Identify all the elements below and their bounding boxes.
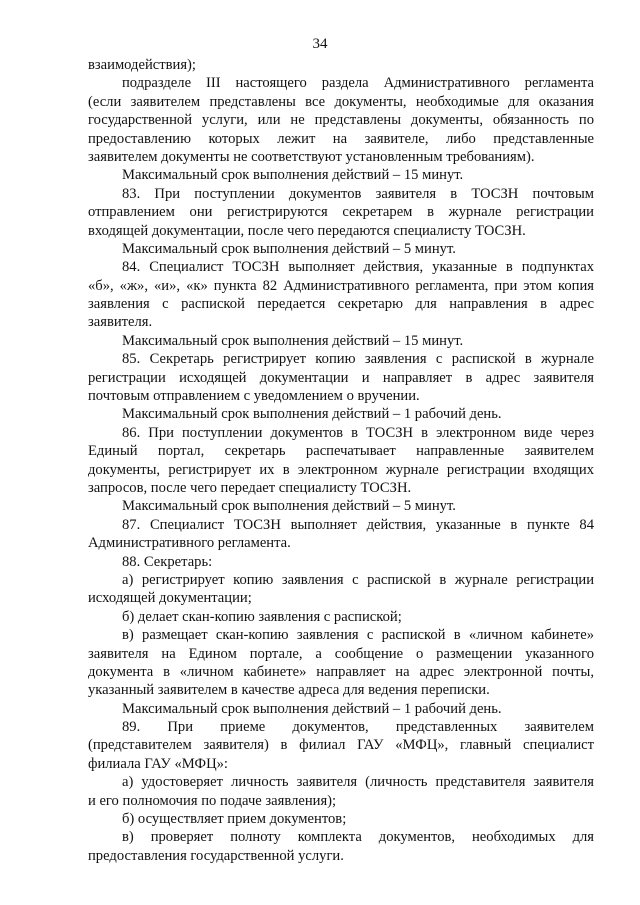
text-line: 84. Специалист ТОСЗН выполняет действия, указанные в подпунктах bbox=[122, 259, 594, 276]
text-line: отправлением они регистрируются секретарем в журнале регистрации bbox=[88, 204, 594, 221]
text-line: государственной услуги, или не представлены документы, обязанность по bbox=[88, 112, 594, 129]
text-line: заявителя на Едином портале, а сообщение о размещении указанного bbox=[88, 645, 594, 662]
text-line: 86. При поступлении документов в ТОСЗН в электронном виде через bbox=[122, 424, 594, 441]
text-line: 83. При поступлении документов заявителя в ТОСЗН почтовым bbox=[122, 185, 594, 202]
text-line: заявителем документы не соответствуют установленным требованиям). bbox=[88, 148, 535, 165]
text-line: 87. Специалист ТОСЗН выполняет действия, указанные в пункте 84 bbox=[122, 516, 594, 533]
document-body bbox=[88, 56, 594, 865]
text-line: заявления с распиской передается секретарю для направления в адрес bbox=[88, 296, 594, 313]
text-line: 88. Секретарь: bbox=[122, 553, 213, 570]
text-line: Административного регламента. bbox=[88, 535, 291, 552]
text-line: (если заявителем представлены все документы, необходимые для оказания bbox=[88, 93, 594, 110]
text-line: входящей документации, после чего передаются специалисту ТОСЗН. bbox=[88, 222, 526, 239]
text-line: Максимальный срок выполнения действий – 5 минут. bbox=[122, 498, 456, 515]
text-line: филиала ГАУ «МФЦ»: bbox=[88, 755, 228, 772]
text-line: подразделе III настоящего раздела Административного регламента bbox=[122, 75, 594, 92]
text-line: в) размещает скан-копию заявления с распиской в «личном кабинете» bbox=[122, 627, 594, 644]
text-line: Максимальный срок выполнения действий – 1 рабочий день. bbox=[122, 700, 502, 717]
text-line: 89. При приеме документов, представленных заявителем bbox=[122, 719, 594, 736]
text-line: документа в «личном кабинете» направляет на адрес электронной почты, bbox=[88, 663, 594, 680]
text-line: предоставлению которых лежит на заявителе, либо представленные bbox=[88, 130, 594, 147]
text-line: 85. Секретарь регистрирует копию заявления с распиской в журнале bbox=[122, 351, 594, 368]
text-line: заявителя. bbox=[88, 314, 153, 331]
text-line: в) проверяет полноту комплекта документов, необходимых для bbox=[122, 829, 594, 846]
text-line: б) делает скан-копию заявления с распиской; bbox=[122, 608, 402, 625]
text-line: почтовым отправлением с уведомлением о вручении. bbox=[88, 388, 420, 405]
text-line: а) регистрирует копию заявления с распиской в журнале регистрации bbox=[122, 571, 594, 588]
text-line: указанный заявителем в качестве адреса для ведения переписки. bbox=[88, 682, 490, 699]
text-line: предоставления государственной услуги. bbox=[88, 847, 344, 864]
text-line: Максимальный срок выполнения действий – 15 минут. bbox=[122, 332, 464, 349]
text-line: а) удостоверяет личность заявителя (личность представителя заявителя bbox=[122, 774, 594, 791]
text-line: Максимальный срок выполнения действий – 1 рабочий день. bbox=[122, 406, 502, 423]
text-line: и его полномочия по подаче заявления); bbox=[88, 792, 337, 809]
text-line: (представителем заявителя) в филиал ГАУ «МФЦ», главный специалист bbox=[88, 737, 594, 754]
text-line: Единый портал, секретарь распечатывает направленные заявителем bbox=[88, 443, 594, 460]
text-line: регистрации исходящей документации и направляет в адрес заявителя bbox=[88, 369, 594, 386]
text-line: Максимальный срок выполнения действий – 15 минут. bbox=[122, 167, 464, 184]
text-line: документы, регистрирует их в электронном журнале регистрации входящих bbox=[88, 461, 594, 478]
text-line: б) осуществляет прием документов; bbox=[122, 811, 347, 828]
text-line: исходящей документации; bbox=[88, 590, 252, 607]
text-line: взаимодействия); bbox=[88, 57, 196, 73]
page-number: 34 bbox=[312, 36, 328, 52]
text-line: Максимальный срок выполнения действий – 5 минут. bbox=[122, 240, 456, 257]
text-line: запросов, после чего передает специалисту ТОСЗН. bbox=[88, 479, 412, 496]
text-line: «б», «ж», «и», «к» пункта 82 Административного регламента, при этом копия bbox=[88, 277, 594, 294]
